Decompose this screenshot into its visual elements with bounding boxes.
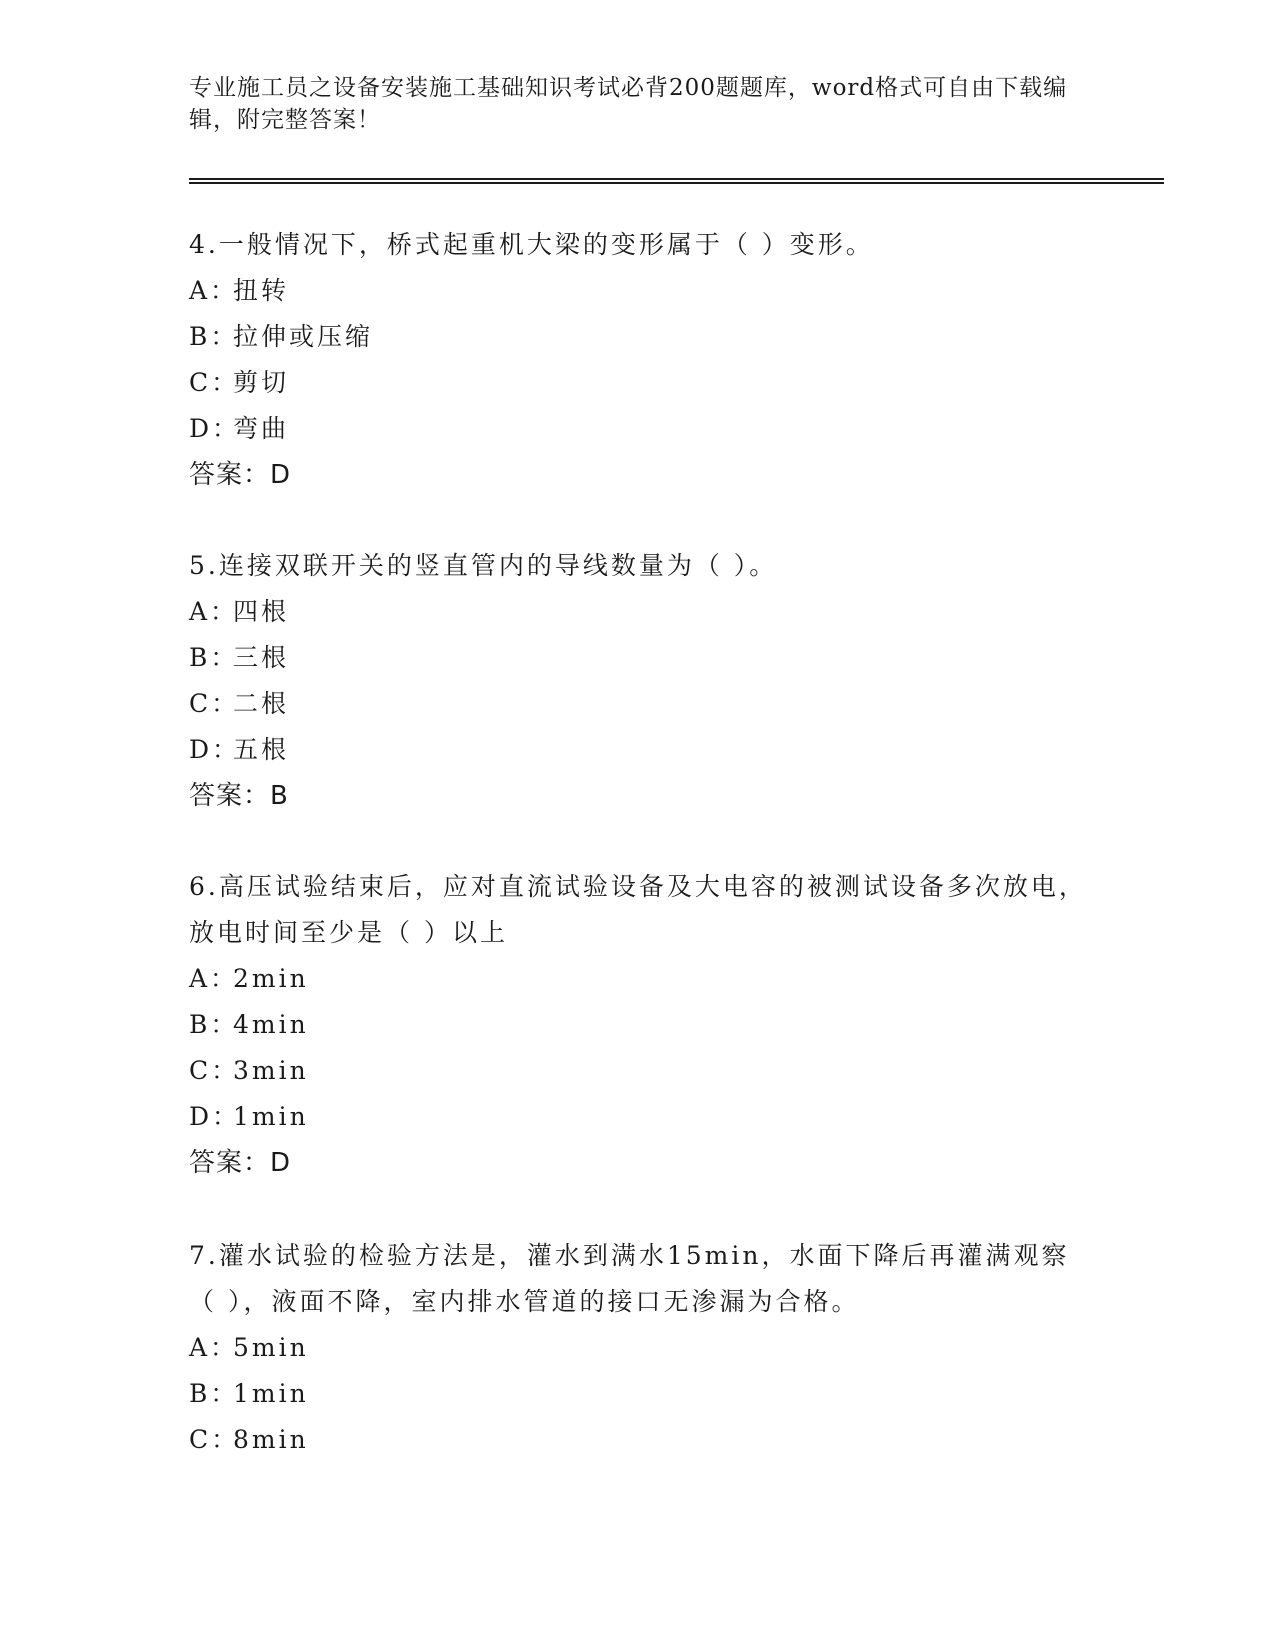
document-header-title: 专业施工员之设备安装施工基础知识考试必背200题题库，word格式可自由下载编辑，附完整答案！ bbox=[189, 75, 1068, 133]
option-text: 拉伸或压缩 bbox=[233, 322, 374, 351]
option-text: 二根 bbox=[233, 689, 290, 718]
answer-line: 答案：D bbox=[189, 460, 292, 490]
option-b bbox=[189, 1371, 1089, 1417]
option-letter: A： bbox=[189, 276, 239, 305]
question-stem: 4.一般情况下，桥式起重机大梁的变形属于（ ）变形。 bbox=[189, 230, 874, 259]
option-letter: B： bbox=[189, 1010, 239, 1039]
option-letter: D： bbox=[189, 414, 241, 443]
option-text: 1min bbox=[233, 1102, 309, 1131]
option-c bbox=[189, 360, 1089, 406]
option-text: 四根 bbox=[233, 597, 290, 626]
option-text: 4min bbox=[233, 1010, 309, 1039]
question-4 bbox=[189, 222, 1089, 498]
option-b bbox=[189, 635, 1089, 681]
option-text: 5min bbox=[233, 1333, 309, 1362]
question-7 bbox=[189, 1233, 1089, 1463]
question-stem: 6.高压试验结束后，应对直流试验设备及大电容的被测试设备多次放电，放电时间至少是（ ）以上 bbox=[189, 872, 1087, 947]
option-text: 8min bbox=[233, 1425, 309, 1454]
option-a bbox=[189, 589, 1089, 635]
answer-line: 答案：D bbox=[189, 1148, 292, 1178]
question-5 bbox=[189, 543, 1089, 819]
option-letter: A： bbox=[189, 964, 239, 993]
option-d bbox=[189, 1094, 1089, 1140]
option-b bbox=[189, 1002, 1089, 1048]
option-letter: C： bbox=[189, 368, 240, 397]
option-letter: D： bbox=[189, 1102, 241, 1131]
option-letter: A： bbox=[189, 597, 239, 626]
option-text: 3min bbox=[233, 1056, 309, 1085]
option-c bbox=[189, 1048, 1089, 1094]
option-c bbox=[189, 681, 1089, 727]
question-6 bbox=[189, 864, 1089, 1186]
option-letter: A： bbox=[189, 1333, 239, 1362]
option-text: 2min bbox=[233, 964, 309, 993]
option-text: 三根 bbox=[233, 643, 290, 672]
question-stem: 5.连接双联开关的竖直管内的导线数量为（ ）。 bbox=[189, 551, 778, 580]
question-stem: 7.灌水试验的检验方法是，灌水到满水15min，水面下降后再灌满观察（ ），液面不降，室内排水管道的接口无渗漏为合格。 bbox=[189, 1241, 1070, 1316]
option-text: 弯曲 bbox=[233, 414, 290, 443]
option-text: 扭转 bbox=[233, 276, 290, 305]
option-text: 剪切 bbox=[233, 368, 290, 397]
option-b bbox=[189, 314, 1089, 360]
option-letter: B： bbox=[189, 322, 239, 351]
option-text: 1min bbox=[233, 1379, 309, 1408]
option-letter: D： bbox=[189, 735, 241, 764]
option-letter: B： bbox=[189, 1379, 239, 1408]
option-a bbox=[189, 1325, 1089, 1371]
answer-line: 答案：B bbox=[189, 781, 289, 811]
option-c bbox=[189, 1417, 1089, 1463]
option-letter: C： bbox=[189, 689, 240, 718]
option-text: 五根 bbox=[233, 735, 290, 764]
option-letter: C： bbox=[189, 1425, 240, 1454]
option-d bbox=[189, 727, 1089, 773]
option-letter: B： bbox=[189, 643, 239, 672]
option-a bbox=[189, 956, 1089, 1002]
option-d bbox=[189, 406, 1089, 452]
header-double-rule bbox=[189, 178, 1164, 184]
option-a bbox=[189, 268, 1089, 314]
option-letter: C： bbox=[189, 1056, 240, 1085]
